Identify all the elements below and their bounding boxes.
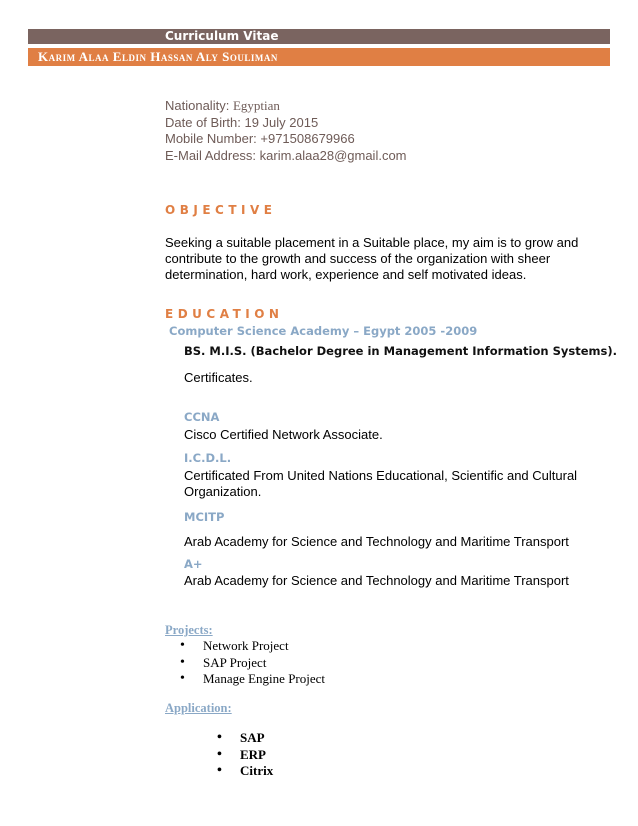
cert-desc-mcitp: Arab Academy for Science and Technology and Maritime Transport	[184, 534, 569, 549]
cert-desc-line: Certificated From United Nations Educational, Scientific and Cultural	[184, 468, 578, 483]
cert-name-a-plus: A+	[184, 557, 203, 571]
degree-title: BS. M.I.S. (Bachelor Degree in Management Information Systems).	[184, 344, 617, 358]
date-of-birth: Date of Birth: 19 July 2015	[165, 114, 319, 130]
certificates-label: Certificates.	[184, 370, 253, 385]
cert-desc-icdl	[184, 468, 577, 500]
cert-name-mcitp: MCITP	[184, 510, 225, 524]
cert-desc-line: Organization.	[184, 484, 262, 499]
objective-line: Seeking a suitable placement in a Suitable place, my aim is to grow and	[165, 235, 579, 250]
application-title: Application:	[165, 701, 232, 715]
cv-title: Curriculum Vitae	[165, 29, 279, 43]
mobile-number: Mobile Number: +971508679966	[165, 131, 355, 146]
cert-desc-a-plus: Arab Academy for Science and Technology and Maritime Transport	[184, 573, 569, 588]
nationality-label: Nationality:	[165, 98, 230, 113]
list-item: • Network Project	[180, 638, 325, 655]
education-title: EDUCATION	[165, 307, 284, 321]
list-item: • Citrix	[217, 763, 273, 780]
cert-desc-ccna: Cisco Certified Network Associate.	[184, 427, 383, 442]
nationality-line	[165, 98, 407, 115]
school-name: Computer Science Academy – Egypt 2005 -2009	[169, 324, 478, 338]
nationality-value: Egyptian	[232, 98, 280, 113]
list-item: • Manage Engine Project	[180, 671, 325, 688]
projects-list	[180, 638, 325, 688]
cert-name-icdl: I.C.D.L.	[184, 451, 232, 465]
cert-name-ccna: CCNA	[184, 410, 220, 424]
objective-title: OBJECTIVE	[165, 203, 277, 217]
list-item: • ERP	[217, 747, 273, 764]
list-item: • SAP Project	[180, 655, 325, 672]
objective-text	[165, 235, 578, 283]
cv-title-banner	[28, 29, 610, 44]
projects-title: Projects:	[165, 623, 213, 637]
list-item: • SAP	[217, 730, 273, 747]
objective-line: contribute to the growth and success of the organization with sheer	[165, 251, 551, 266]
application-list	[217, 730, 273, 780]
email-address: E-Mail Address: karim.alaa28@gmail.com	[165, 147, 407, 163]
contact-block	[165, 98, 407, 164]
full-name: Karim Alaa Eldin Hassan Aly Souliman	[38, 49, 278, 64]
objective-line: determination, hard work, experience and self motivated ideas.	[165, 267, 527, 282]
name-banner	[28, 48, 610, 66]
